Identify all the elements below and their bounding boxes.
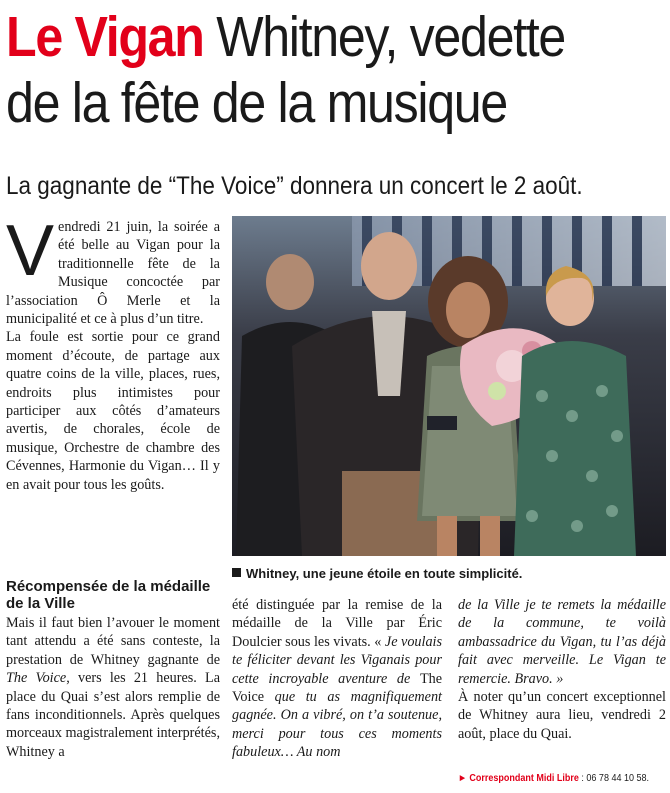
quote-text: Je voulais te féliciter devant les Viganais pour cette incroyable aventure de [232, 633, 443, 687]
headline-line2: de la fête de la musique [6, 71, 507, 135]
quote-paragraph [458, 596, 666, 688]
headline-line1: Whitney, vedette [216, 5, 565, 69]
headline-kicker: Le Vigan [6, 5, 204, 69]
body-text: été distinguée par la remise de la médaille de la Ville par Éric Doulcier sous les vivats. « [232, 597, 442, 650]
caption-text: Whitney, une jeune étoile en toute simplicité. [246, 566, 523, 581]
body-paragraph-2 [232, 596, 442, 762]
square-bullet-icon [232, 568, 241, 577]
intro-column [6, 211, 220, 494]
photo-caption [232, 566, 666, 582]
quote-text: que tu as magnifiquement gagnée. On a vibré, on t’a soutenue, merci pour tous ces moments fabuleux… Au nom [232, 689, 442, 761]
intro-paragraph-1: endredi 21 juin, la soirée a été belle au Vigan pour la traditionnelle fête de la Musique concoctée par l’association Ô Merle et la municipalité et ce à plus d’un titre. [6, 219, 220, 328]
body-text: , vers les 21 heures. La place du Quai s’est alors remplie de fans inconditionnels. Après quelques morceaux magistralement interprétés, Whitney a [6, 670, 220, 760]
credit-name: Correspondant Midi Libre [469, 773, 579, 784]
section-subtitle: Récompensée de la médaille de la Ville [6, 578, 211, 612]
article-photo [232, 216, 666, 556]
intro-paragraph-2: La foule est sortie pour ce grand moment d’écoute, de partage aux quatre coins de la ville, places, rues, endroits plus intimistes pour participer aux côtés d’amateurs avertis, de chorales, école de musique, Orchestre de chambre des Cévennes, Harmonie du Vigan… Il y en avait pour tous les goûts. [6, 329, 220, 493]
headline [6, 4, 587, 136]
subheadline: La gagnante de “The Voice” donnera un concert le 2 août. [6, 172, 583, 200]
credit-phone: : 06 78 44 10 58. [578, 773, 649, 784]
body-paragraph-1 [6, 614, 220, 761]
quote-text: de la Ville je te remets la médaille de la commune, te voilà ambassadrice du Vigan, tu l’as déjà fait avec merveille. Le Vigan te remercie. Bravo. » [458, 597, 666, 687]
photo-illustration [232, 216, 666, 556]
body-column-1 [6, 614, 220, 761]
show-title: The Voice [6, 670, 67, 687]
show-title: The Voice [232, 670, 442, 706]
concert-note: À noter qu’un concert exceptionnel de Whitney aura lieu, vendredi 2 août, place du Quai. [458, 689, 666, 742]
correspondent-credit [458, 772, 647, 786]
arrow-icon: ► [458, 773, 467, 784]
drop-cap: V [6, 211, 55, 291]
body-text: Mais il faut bien l’avouer le moment tant attendu a été sans conteste, la prestation de Whitney gagnante de [6, 615, 220, 668]
body-column-3 [458, 596, 666, 743]
body-column-2 [232, 596, 442, 762]
